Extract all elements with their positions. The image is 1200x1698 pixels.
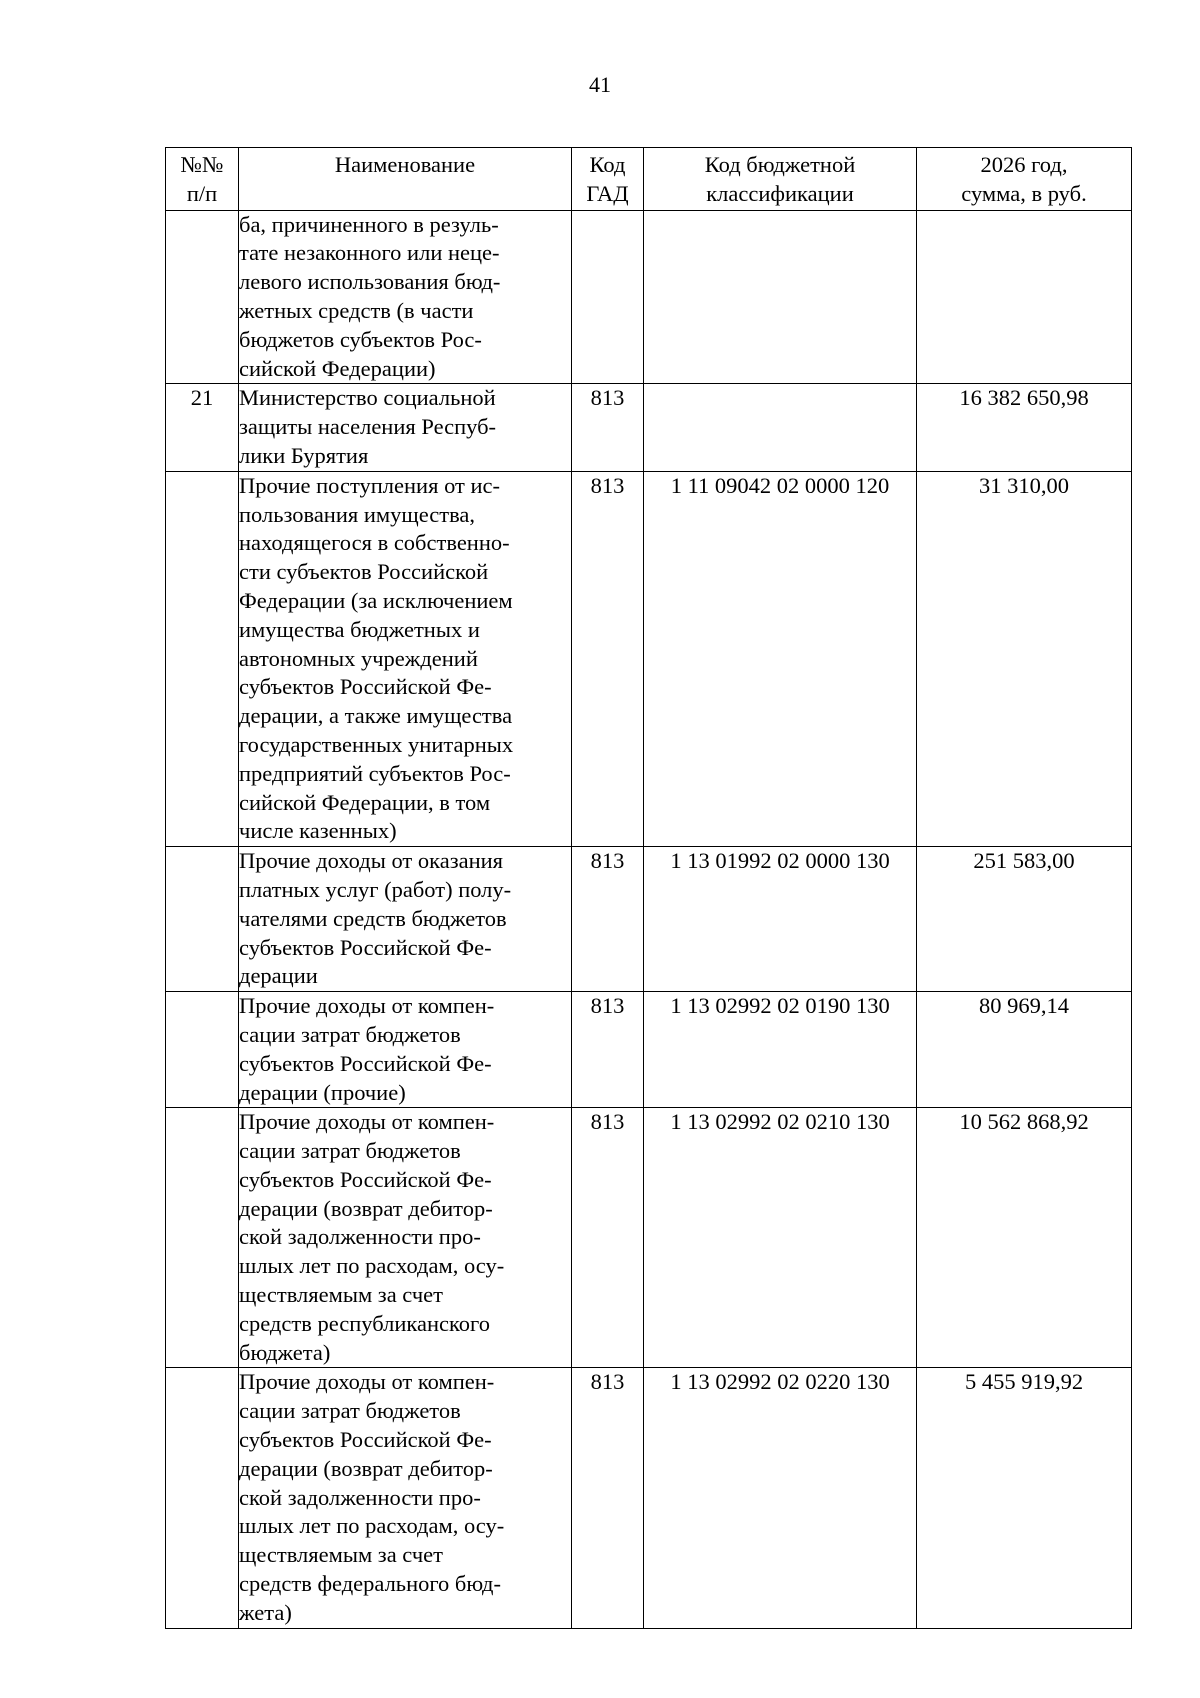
row-number-cell [166, 847, 239, 992]
row-kbk-cell: 1 13 01992 02 0000 130 [644, 847, 917, 992]
row-name-line: Федерации (за исключением [239, 587, 513, 613]
row-sum-cell: 251 583,00 [917, 847, 1132, 992]
row-name-line: сти субъектов Российской [239, 559, 489, 585]
table-row [166, 847, 1132, 992]
row-sum-cell: 16 382 650,98 [917, 384, 1132, 471]
page-number: 41 [589, 72, 611, 97]
header-gad-line: ГАД [586, 180, 629, 206]
row-gad-cell: 813 [572, 992, 644, 1108]
row-name-cell [239, 471, 572, 846]
row-name-line: субъектов Российской Фе- [239, 1166, 492, 1192]
row-name-line: автономных учреждений [239, 645, 478, 671]
row-name-line: субъектов Российской Фе- [239, 1427, 492, 1453]
row-name-line: сации затрат бюджетов [239, 1021, 461, 1047]
header-kbk-line: классификации [706, 180, 854, 206]
row-name-line: Прочие доходы от оказания [239, 848, 504, 874]
row-gad-cell: 813 [572, 471, 644, 846]
row-name-line: дерации, а также имущества [239, 703, 513, 729]
row-name-line: чателями средств бюджетов [239, 905, 507, 931]
row-name-line: ской задолженности про- [239, 1484, 481, 1510]
table-row [166, 992, 1132, 1108]
row-name-line: шлых лет по расходам, осу- [239, 1513, 505, 1539]
row-name-line: субъектов Российской Фе- [239, 674, 492, 700]
row-name-line: средств федерального бюд- [239, 1571, 501, 1597]
row-sum-cell: 80 969,14 [917, 992, 1132, 1108]
row-name-line: Прочие поступления от ис- [239, 472, 501, 498]
row-kbk-cell: 1 13 02992 02 0220 130 [644, 1368, 917, 1628]
row-name-line: жетных средств (в части [239, 297, 474, 323]
row-name-line: пользования имущества, [239, 501, 476, 527]
row-name-line: ществляемым за счет [239, 1542, 443, 1568]
table-row [166, 384, 1132, 471]
row-sum-cell: 31 310,00 [917, 471, 1132, 846]
row-gad-cell [572, 210, 644, 384]
header-name [239, 148, 572, 211]
row-name-cell [239, 210, 572, 384]
row-name-line: сации затрат бюджетов [239, 1138, 461, 1164]
budget-table [165, 147, 1132, 1629]
row-name-line: находящегося в собственно- [239, 530, 510, 556]
row-kbk-cell: 1 13 02992 02 0210 130 [644, 1108, 917, 1368]
table-header-row [166, 148, 1132, 211]
row-name-line: субъектов Российской Фе- [239, 1050, 492, 1076]
header-sum-line: 2026 год, [980, 152, 1068, 177]
row-name-line: сации затрат бюджетов [239, 1398, 461, 1424]
row-number-cell [166, 1368, 239, 1628]
row-name-cell [239, 384, 572, 471]
header-number-line: №№ [180, 152, 224, 177]
table-body [166, 210, 1132, 1628]
row-number-cell [166, 1108, 239, 1368]
row-kbk-cell [644, 210, 917, 384]
row-name-line: ба, причиненного в резуль- [239, 211, 499, 237]
row-name-line: Министерство социальной [239, 385, 496, 411]
header-sum-line: сумма, в руб. [961, 180, 1087, 206]
row-gad-cell: 813 [572, 1108, 644, 1368]
row-name-line: дерации (возврат дебитор- [239, 1195, 493, 1221]
table-row [166, 210, 1132, 384]
header-kbk-line: Код бюджетной [704, 152, 856, 177]
row-name-line: бюджетов субъектов Рос- [239, 326, 482, 352]
row-number-cell [166, 210, 239, 384]
row-name-line: дерации (возврат дебитор- [239, 1455, 493, 1481]
header-kbk [644, 148, 917, 211]
row-name-line: жета) [239, 1599, 292, 1625]
row-name-line: Прочие доходы от компен- [239, 1109, 495, 1135]
row-number-cell [166, 471, 239, 846]
table-row [166, 1108, 1132, 1368]
row-gad-cell: 813 [572, 847, 644, 992]
row-name-line: платных услуг (работ) полу- [239, 876, 512, 902]
row-name-line: имущества бюджетных и [239, 616, 480, 642]
row-name-line: ществляемым за счет [239, 1282, 443, 1308]
row-name-line: левого использования бюд- [239, 269, 501, 295]
row-name-line: дерации [239, 963, 318, 989]
row-name-line: тате незаконного или неце- [239, 240, 500, 266]
header-sum [917, 148, 1132, 211]
header-gad-line: Код [589, 152, 626, 177]
row-name-line: предприятий субъектов Рос- [239, 760, 511, 786]
header-number [166, 148, 239, 211]
row-sum-cell: 10 562 868,92 [917, 1108, 1132, 1368]
row-gad-cell: 813 [572, 384, 644, 471]
table-row [166, 1368, 1132, 1628]
row-kbk-cell [644, 384, 917, 471]
header-number-line: п/п [186, 180, 218, 206]
row-name-line: Прочие доходы от компен- [239, 993, 495, 1019]
row-name-line: сийской Федерации, в том [239, 789, 491, 815]
row-sum-cell [917, 210, 1132, 384]
row-name-line: шлых лет по расходам, осу- [239, 1253, 505, 1279]
row-name-line: государственных унитарных [239, 731, 514, 757]
row-name-line: бюджета) [239, 1339, 331, 1365]
row-name-line: ской задолженности про- [239, 1224, 481, 1250]
row-gad-cell: 813 [572, 1368, 644, 1628]
row-name-line: Прочие доходы от компен- [239, 1369, 495, 1395]
header-gad [572, 148, 644, 211]
row-sum-cell: 5 455 919,92 [917, 1368, 1132, 1628]
row-name-cell [239, 992, 572, 1108]
row-name-cell [239, 847, 572, 992]
header-name-line: Наименование [334, 152, 476, 177]
row-name-line: защиты населения Респуб- [239, 414, 497, 440]
row-name-line: дерации (прочие) [239, 1079, 406, 1105]
row-name-cell [239, 1108, 572, 1368]
row-name-cell [239, 1368, 572, 1628]
table-row [166, 471, 1132, 846]
row-number-cell [166, 992, 239, 1108]
row-number-cell: 21 [166, 384, 239, 471]
row-name-line: лики Бурятия [239, 442, 369, 468]
row-kbk-cell: 1 11 09042 02 0000 120 [644, 471, 917, 846]
row-name-line: средств республиканского [239, 1310, 490, 1336]
row-kbk-cell: 1 13 02992 02 0190 130 [644, 992, 917, 1108]
row-name-line: субъектов Российской Фе- [239, 934, 492, 960]
row-name-line: числе казенных) [239, 818, 397, 844]
row-name-line: сийской Федерации) [239, 355, 436, 381]
